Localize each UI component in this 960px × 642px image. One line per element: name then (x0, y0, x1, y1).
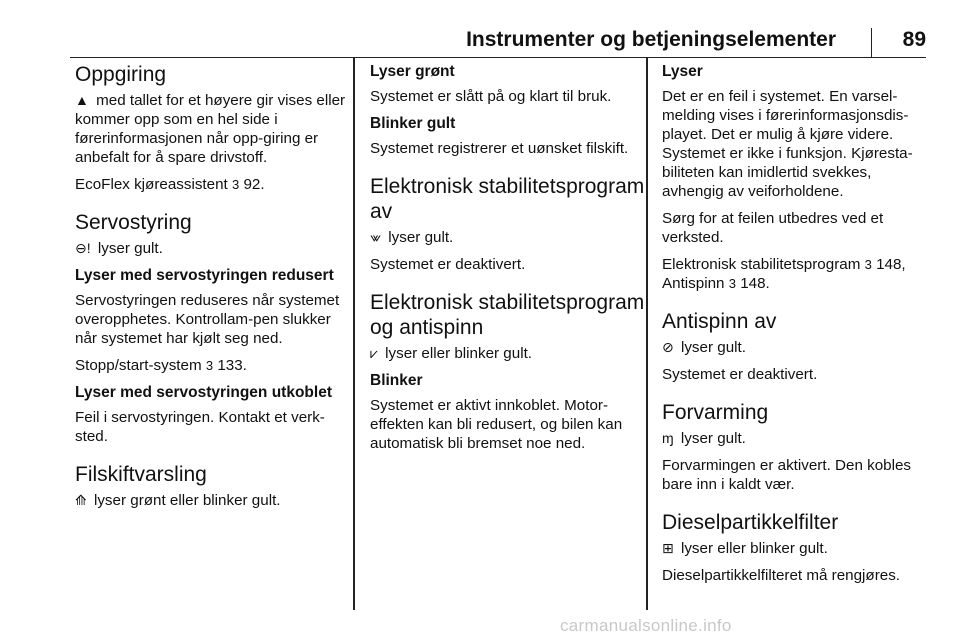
page-ref-link[interactable]: 92. (243, 176, 265, 193)
paragraph: Servostyringen reduseres når systemet overopphetes. Kontrollam-pen slukker når systemet har kjølt seg ned. (75, 292, 340, 347)
glow-plug-icon: ɱ (662, 430, 674, 446)
paragraph: Systemet er deaktivert. (370, 256, 526, 273)
paragraph: Elektronisk stabilitetsprogram 3 148, Antispinn 3 148. (662, 256, 906, 292)
paragraph: ⊞ lyser eller blinker gult. (662, 540, 828, 557)
column-1 (75, 62, 351, 518)
paragraph: Det er en feil i systemet. En varsel-melding vises i førerinformasjonsdis-playet. Det er mulig å kjøre videre. Systemet er ikke i funksjon. Kjøresta-biliteten kan imidlertid svekkes, avhengig av veiforholdene. (662, 88, 913, 200)
section-heading-filskift: Filskiftvarsling (75, 463, 207, 486)
page-ref-icon: 3 (728, 276, 736, 291)
esp-off-icon: ⩖ (370, 229, 382, 245)
paragraph: ⟰ lyser grønt eller blinker gult. (75, 492, 281, 509)
paragraph: ⩗ lyser eller blinker gult. (370, 345, 533, 362)
paragraph: ɱ lyser gult. (662, 430, 746, 447)
paragraph: Systemet registrerer et uønsket filskift. (370, 140, 629, 157)
subheading-lyser-gront: Lyser grønt (370, 63, 455, 80)
subheading-redusert: Lyser med servostyringen redusert (75, 267, 334, 284)
paragraph: EcoFlex kjøreassistent 3 92. (75, 176, 265, 193)
subheading-blinker: Blinker (370, 372, 423, 389)
header-rule (70, 57, 926, 59)
column-2 (370, 62, 646, 461)
power-steering-icon: ⊖! (75, 240, 91, 256)
upshift-arrow-icon: ▲ (75, 92, 89, 108)
subheading-blinker-gult: Blinker gult (370, 115, 456, 132)
page-ref-icon: 3 (205, 358, 214, 373)
page-ref-icon: 3 (864, 257, 872, 272)
section-heading-esp-av: Elektronisk stabilitetsprogram av (370, 175, 645, 223)
traction-control-off-icon: ⊘ (662, 339, 674, 355)
watermark: carmanualsonline.info (560, 616, 732, 635)
section-heading-antispinn-av: Antispinn av (662, 310, 777, 333)
page-ref-link[interactable]: 148. (740, 275, 770, 292)
paragraph: Forvarmingen er aktivert. Den kobles bare inn i kaldt vær. (662, 457, 912, 493)
esp-icon: ⩗ (370, 345, 378, 361)
header-divider (871, 28, 873, 58)
section-heading-esp-antispinn: Elektronisk stabilitetsprogram og antispinn (370, 291, 645, 339)
page-header (70, 26, 926, 58)
paragraph: Systemet er deaktivert. (662, 366, 818, 383)
diesel-filter-icon: ⊞ (662, 540, 674, 556)
paragraph: ▲ med tallet for et høyere gir vises eller kommer opp som en hel side i førerinformasjonen når opp-giring er anbefalt for å spare drivstoff. (75, 92, 346, 166)
paragraph: Stopp/start-system 3 133. (75, 357, 247, 374)
header-title: Instrumenter og betjeningselementer (466, 28, 836, 51)
page-ref-icon: 3 (232, 177, 240, 192)
paragraph: Dieselpartikkelfilteret må rengjøres. (662, 567, 901, 584)
page-ref-link[interactable]: 148, (876, 256, 906, 273)
lane-departure-icon: ⟰ (75, 492, 87, 508)
paragraph: Systemet er slått på og klart til bruk. (370, 88, 612, 105)
section-heading-forvarming: Forvarming (662, 401, 769, 424)
column-divider (353, 58, 355, 610)
subheading-utkoblet: Lyser med servostyringen utkoblet (75, 384, 332, 401)
section-heading-servostyring: Servostyring (75, 211, 192, 234)
paragraph: Systemet er aktivt innkoblet. Motor-effekten kan bli redusert, og bilen kan automatisk bli bremset noe ned. (370, 397, 623, 452)
section-heading-oppgiring: Oppgiring (75, 63, 167, 86)
page-number: 89 (902, 28, 926, 51)
paragraph: ⊖! lyser gult. (75, 240, 163, 257)
column-3 (662, 62, 930, 593)
section-heading-diesel: Dieselpartikkelfilter (662, 511, 839, 534)
paragraph: ⩖ lyser gult. (370, 229, 454, 246)
paragraph: ⊘ lyser gult. (662, 339, 746, 356)
paragraph: Sørg for at feilen utbedres ved et verksted. (662, 210, 884, 246)
paragraph: Feil i servostyringen. Kontakt et verk-sted. (75, 409, 325, 445)
column-divider (646, 58, 648, 610)
subheading-lyser: Lyser (662, 63, 703, 80)
page-ref-link[interactable]: 133. (217, 357, 247, 374)
